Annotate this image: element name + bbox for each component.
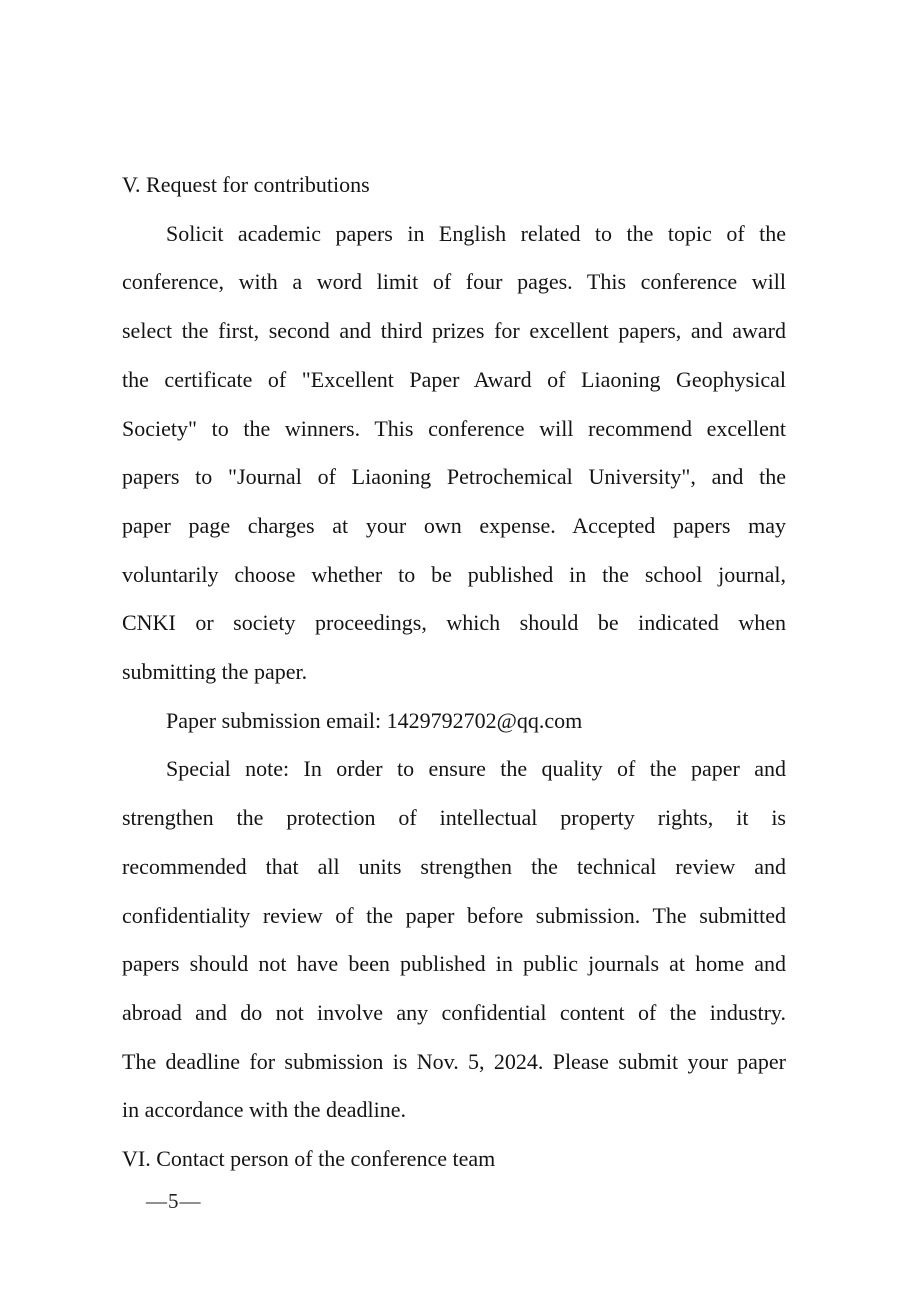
text-line: confidentiality review of the paper before submission. The submitted [122, 902, 786, 928]
text-line: papers to "Journal of Liaoning Petrochemical University", and the [122, 464, 786, 490]
text-line: Society" to the winners. This conference will recommend excellent [122, 415, 786, 441]
text-line: strengthen the protection of intellectual property rights, it is [122, 805, 786, 831]
text-line: voluntarily choose whether to be published in the school journal, [122, 561, 786, 587]
text-line: recommended that all units strengthen the technical review and [122, 853, 786, 879]
text-line: the certificate of "Excellent Paper Award of Liaoning Geophysical [122, 366, 786, 392]
paragraph-special-note [122, 745, 786, 1135]
text-line: in accordance with the deadline. [122, 1097, 407, 1123]
page-number: —5— [146, 1189, 202, 1213]
text-line: paper page charges at your own expense. Accepted papers may [122, 512, 786, 538]
text-line: conference, with a word limit of four pages. This conference will [122, 269, 786, 295]
text-line: Special note: In order to ensure the quality of the paper and [166, 756, 786, 782]
text-line: CNKI or society proceedings, which should be indicated when [122, 610, 786, 636]
paragraph-solicit [122, 210, 786, 697]
paragraph-submission-email [122, 697, 786, 746]
text-line: abroad and do not involve any confidential content of the industry. [122, 999, 786, 1025]
text-line: Solicit academic papers in English related to the topic of the [166, 220, 786, 246]
section-heading-v: V. Request for contributions [122, 172, 370, 197]
text-line: The deadline for submission is Nov. 5, 2024. Please submit your paper [122, 1048, 786, 1074]
section-heading-vi: VI. Contact person of the conference team [122, 1146, 496, 1172]
text-line: Paper submission email: 1429792702@qq.com [166, 707, 583, 733]
text-line: select the first, second and third prizes for excellent papers, and award [122, 318, 786, 344]
text-line: papers should not have been published in public journals at home and [122, 951, 786, 977]
document-body [122, 161, 786, 1184]
text-line: submitting the paper. [122, 659, 308, 685]
